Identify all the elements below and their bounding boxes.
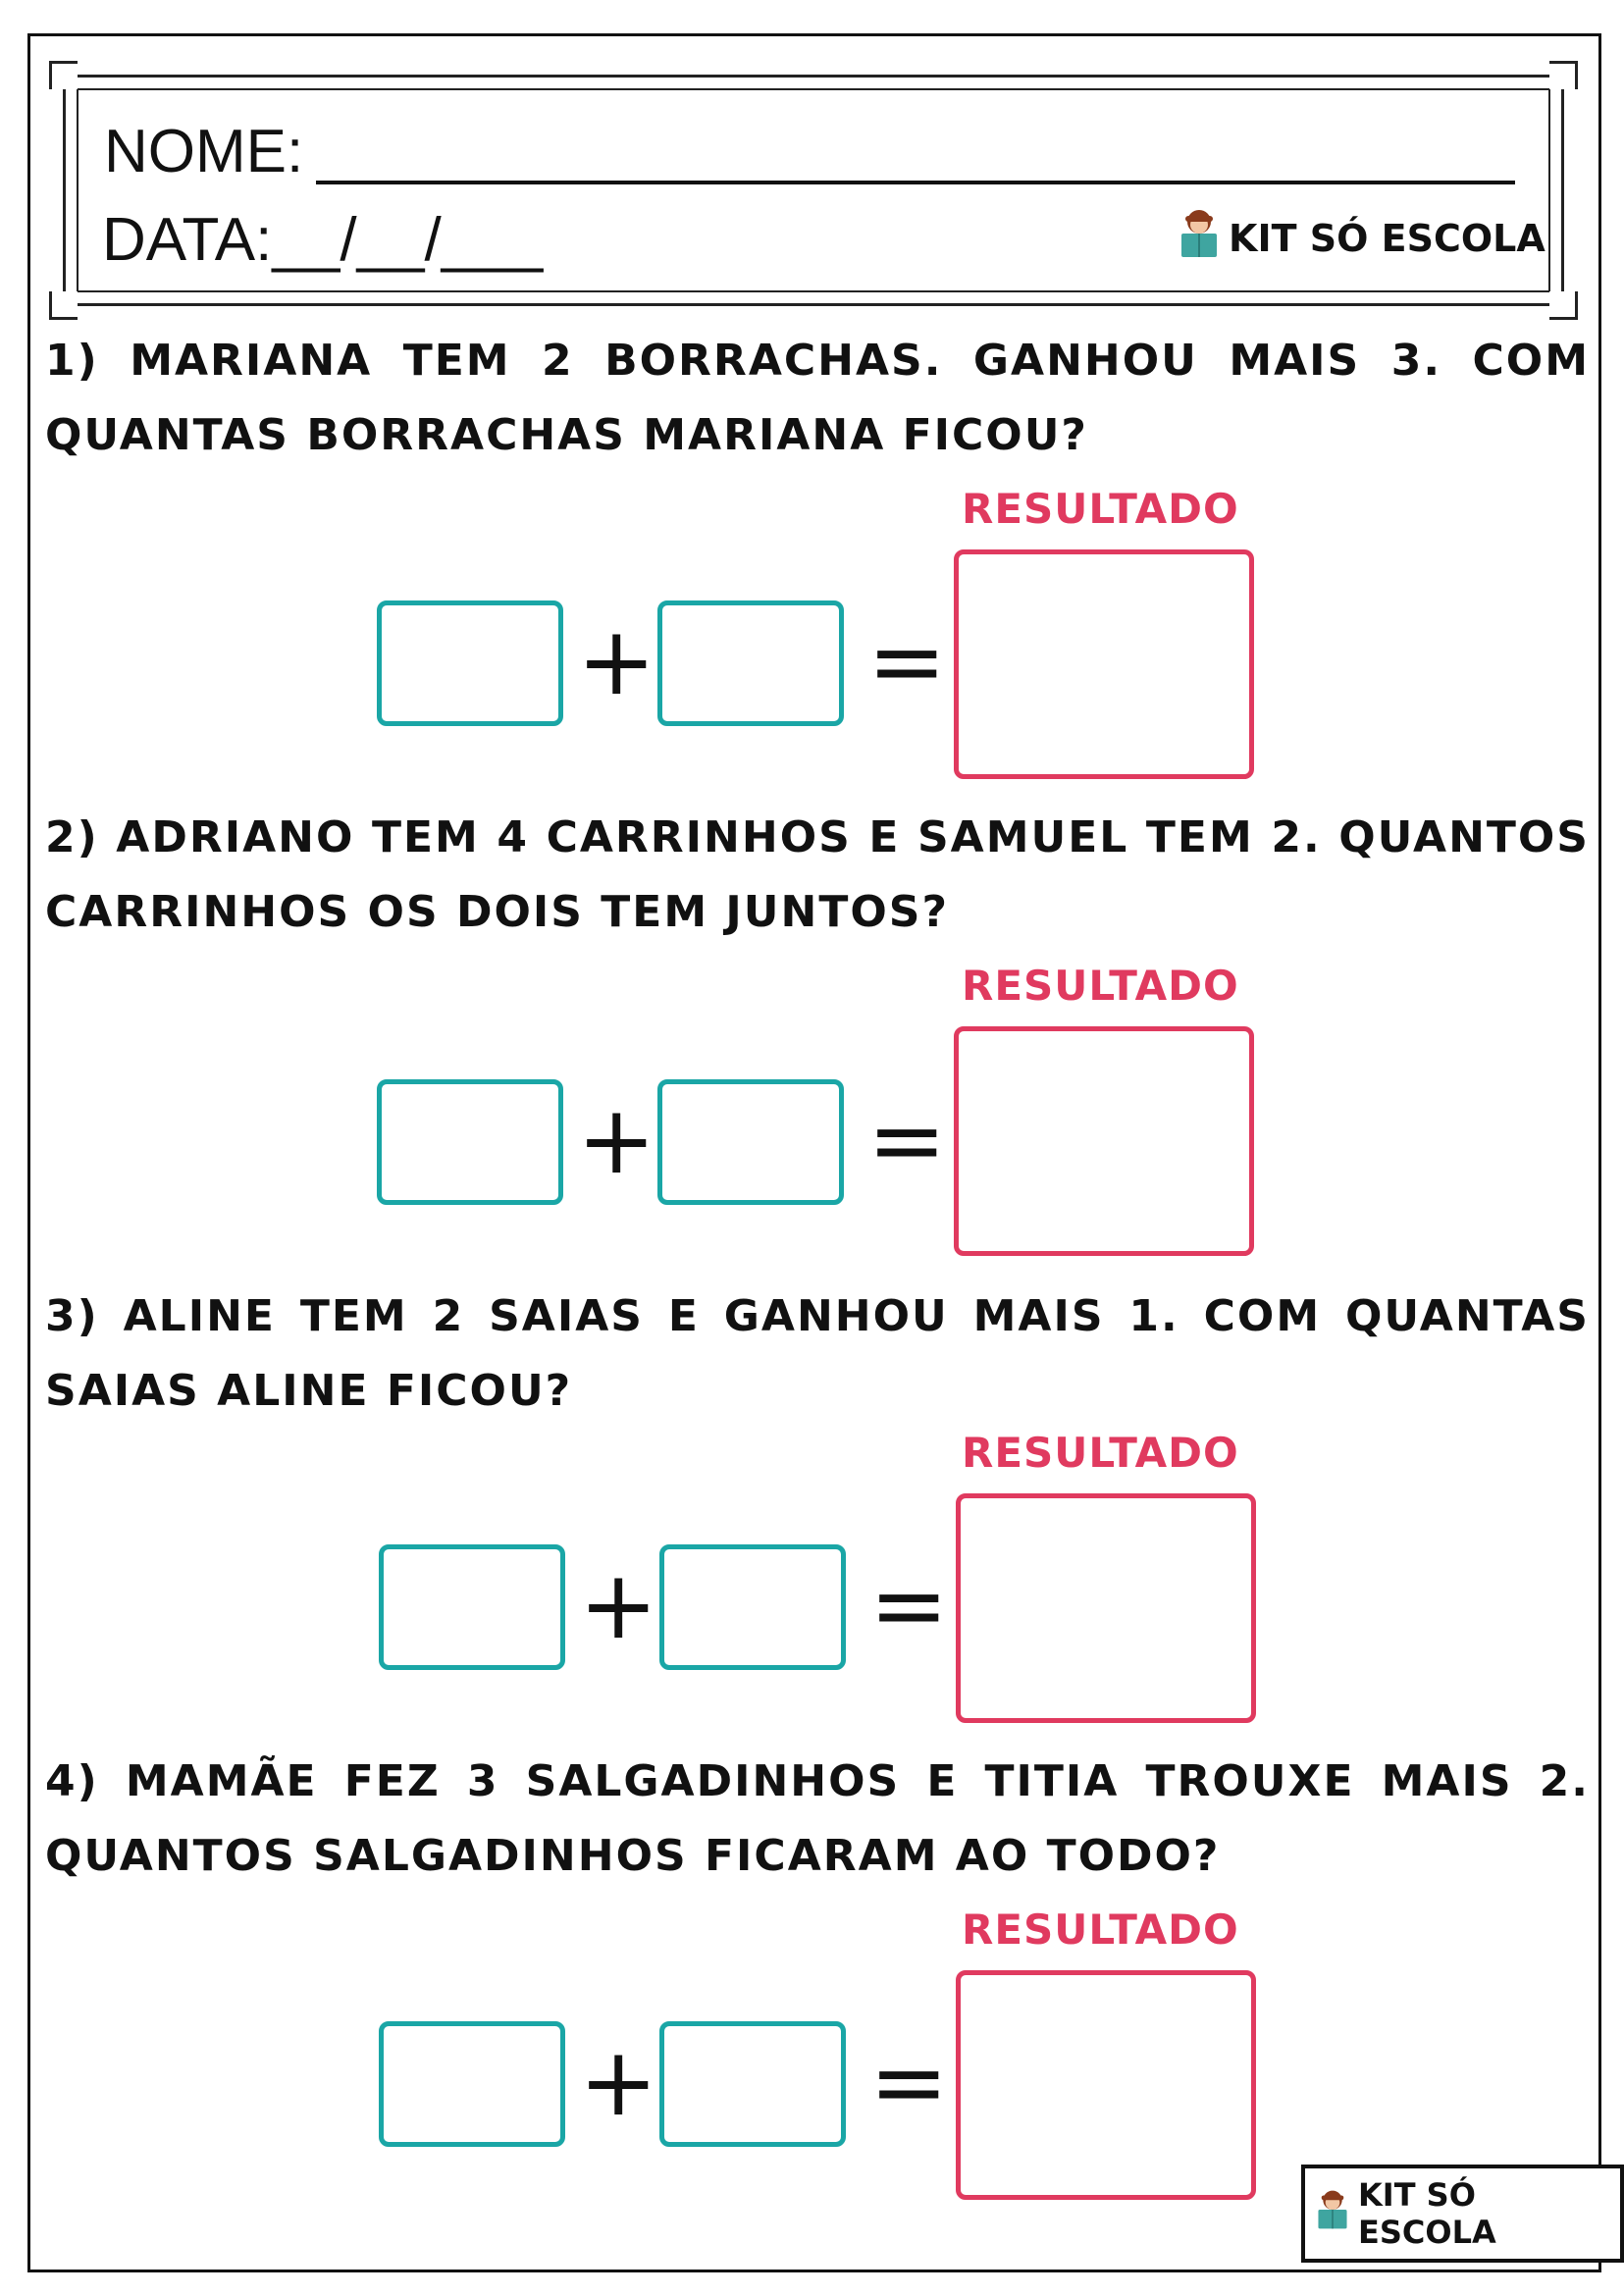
addend-box-1[interactable] (379, 1544, 565, 1670)
addend-box-2[interactable] (659, 1544, 846, 1670)
header-corner (49, 291, 78, 320)
question-4-text: 4) MAMÃE FEZ 3 SALGADINHOS E TITIA TROUXE MAIS 2. QUANTOS SALGADINHOS FICARAM AO TODO? (45, 1756, 1590, 1881)
header-corner (49, 61, 78, 89)
brand-logo (1178, 208, 1545, 268)
girl-reading-book-icon (1178, 208, 1221, 268)
plus-sign: + (579, 1550, 658, 1660)
equals-sign: = (869, 1550, 949, 1660)
result-label: RESULTADO (962, 485, 1239, 533)
addend-box-2[interactable] (657, 600, 844, 726)
result-box[interactable] (954, 1026, 1254, 1256)
result-label: RESULTADO (962, 962, 1239, 1010)
result-box[interactable] (954, 549, 1254, 779)
addend-box-1[interactable] (377, 1079, 563, 1205)
footer-brand-text: KIT SÓ ESCOLA (1358, 2176, 1496, 2251)
footer-brand-logo (1301, 2165, 1624, 2263)
header-corner (1549, 61, 1578, 89)
plus-sign: + (579, 2027, 658, 2137)
question-1-text: 1) MARIANA TEM 2 BORRACHAS. GANHOU MAIS 3. COM QUANTAS BORRACHAS MARIANA FICOU? (45, 336, 1590, 460)
addend-box-1[interactable] (377, 600, 563, 726)
girl-reading-book-icon (1315, 2189, 1350, 2238)
result-box[interactable] (956, 1493, 1256, 1723)
addend-box-1[interactable] (379, 2021, 565, 2147)
result-label: RESULTADO (962, 1429, 1239, 1477)
date-field[interactable]: DATA:__/__/___ (102, 206, 544, 274)
addend-box-2[interactable] (659, 2021, 846, 2147)
name-label: NOME: (104, 118, 304, 185)
equals-sign: = (869, 2027, 949, 2137)
result-box[interactable] (956, 1970, 1256, 2200)
brand-text: KIT SÓ ESCOLA (1229, 216, 1545, 260)
equals-sign: = (867, 606, 947, 716)
addend-box-2[interactable] (657, 1079, 844, 1205)
plus-sign: + (577, 1085, 656, 1195)
question-3-text: 3) ALINE TEM 2 SAIAS E GANHOU MAIS 1. COM QUANTAS SAIAS ALINE FICOU? (45, 1291, 1590, 1416)
result-label: RESULTADO (962, 1905, 1239, 1954)
question-2-text: 2) ADRIANO TEM 4 CARRINHOS E SAMUEL TEM 2. QUANTOS CARRINHOS OS DOIS TEM JUNTOS? (45, 812, 1590, 937)
name-field-line[interactable] (316, 181, 1515, 184)
header-corner (1549, 291, 1578, 320)
equals-sign: = (867, 1085, 947, 1195)
plus-sign: + (577, 606, 656, 716)
